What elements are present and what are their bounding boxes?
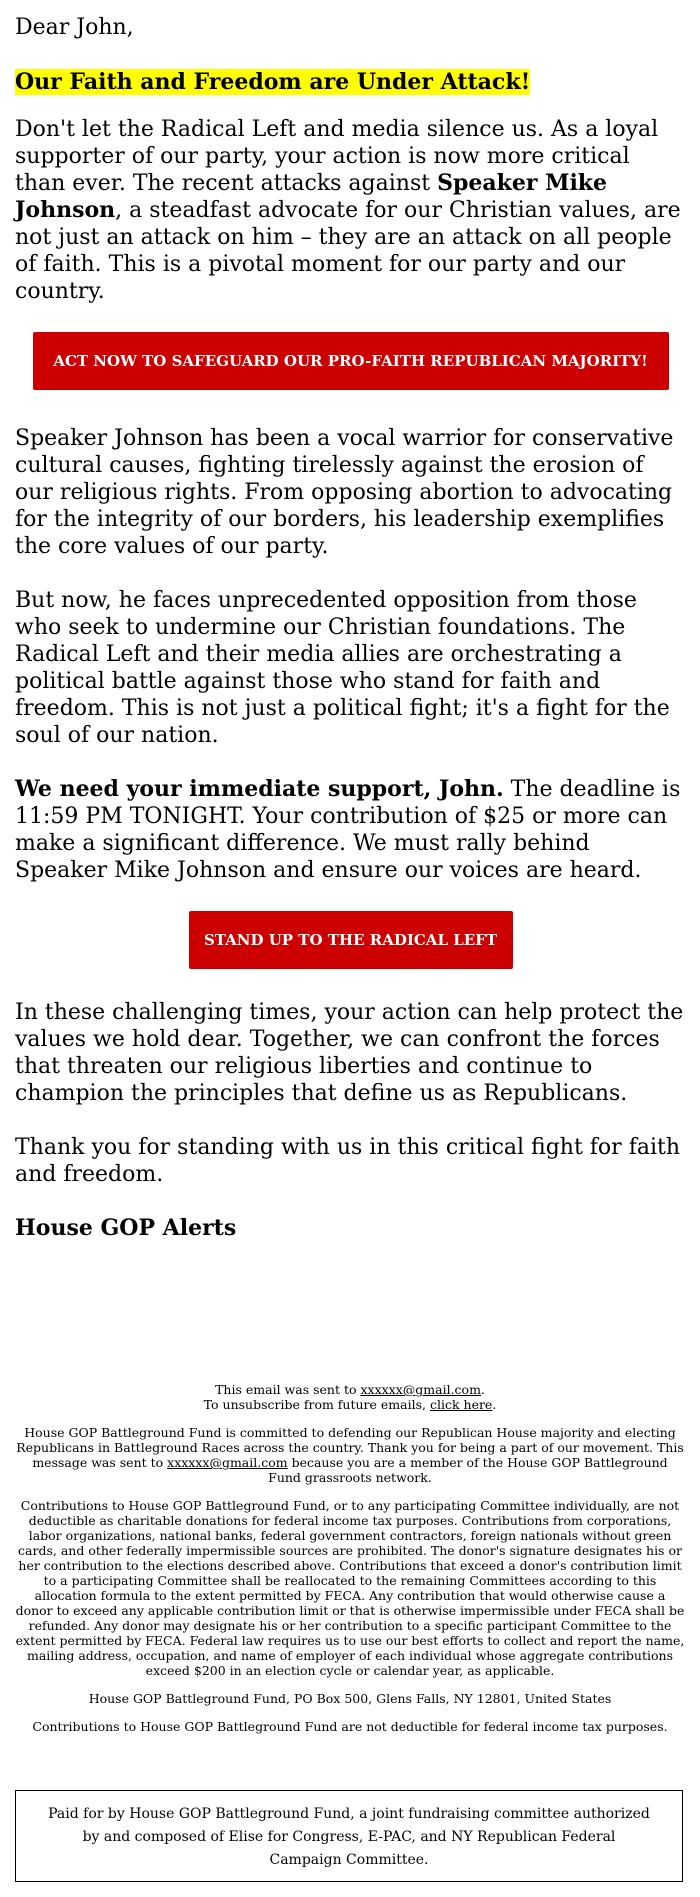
footer-about: House GOP Battleground Fund is committed to defending our Republican House majority and electing Republicans in Battleground Races across the country. Thank you for being a part of our movement. This message was sent to xxxxxx@gmail.com because you are a member of the House GOP Battleground Fund grassroots network.: [16, 1425, 684, 1485]
footer-address: House GOP Battleground Fund, PO Box 500, Glens Falls, NY 12801, United States: [88, 1691, 612, 1706]
paragraph-1: Don't let the Radical Left and media silence us. As a loyal supporter of our party, your action is now more critical than ever. The recent attacks against Speaker Mike Johnson, a steadfast advocate for our Christian values, are not just an attack on him – they are an attack on all people of faith. This is a pivotal moment for our party and our country.: [15, 117, 681, 304]
headline: [15, 69, 686, 96]
signature: House GOP Alerts: [15, 1215, 237, 1241]
support-callout: We need your immediate support, John.: [15, 776, 504, 802]
paragraph-2: Speaker Johnson has been a vocal warrior for conservative cultural causes, fighting tirelessly against the erosion of our religious rights. From opposing abortion to advocating for the integrity of our borders, his leadership exemplifies the core values of our party.: [15, 426, 674, 559]
cta-2-container: [15, 911, 686, 969]
cta-1-container: [15, 332, 686, 390]
footer-legal: Contributions to House GOP Battleground Fund, or to any participating Committee individually, are not deductible as charitable donations for federal income tax purposes. Contributions from corporations, labor organizations, national banks, federal government contractors, foreign nationals without green cards, and other federally impermissible sources are prohibited. The donor's signature designates his or her contribution to the elections described above. Contributions that exceed a donor's contribution limit to a participating Committee shall be reallocated to the remaining Committees according to this allocation formula to the extent permitted by FECA. Any contribution that would otherwise cause a donor to exceed any applicable contribution limit or that is otherwise impermissible under FECA shall be refunded. Any donor may designate his or her contribution to a specific participant Committee to the extent permitted by FECA. Federal law requires us to use our best efforts to collect and report the name, mailing address, occupation, and name of employer of each individual whose aggregate contributions exceed $200 in an election cycle or calendar year, as applicable.: [15, 1498, 685, 1678]
headline-text: Our Faith and Freedom are Under Attack!: [15, 69, 531, 95]
about-email-link[interactable]: xxxxxx@gmail.com: [167, 1455, 288, 1470]
unsubscribe-link[interactable]: click here: [429, 1397, 493, 1412]
footer-sent-to: This email was sent to xxxxxx@gmail.com. To unsubscribe from future emails, click here.: [203, 1382, 497, 1412]
speaker-name: Speaker Mike Johnson: [15, 170, 608, 223]
paragraph-3: But now, he faces unprecedented opposition from those who seek to undermine our Christian foundations. The Radical Left and their media allies are orchestrating a political battle against those who stand for faith and freedom. This is not just a political fight; it's a fight for the soul of our nation.: [15, 588, 670, 748]
paragraph-4: We need your immediate support, John. The deadline is 11:59 PM TONIGHT. Your contribution of $25 or more can make a significant difference. We must rally behind Speaker Mike Johnson and ensure our voices are heard.: [15, 776, 681, 883]
paragraph-6: Thank you for standing with us in this critical fight for faith and freedom.: [15, 1135, 680, 1187]
recipient-email-link[interactable]: xxxxxx@gmail.com: [360, 1382, 481, 1397]
footer-tax-note: Contributions to House GOP Battleground Fund are not deductible for federal income tax purposes.: [32, 1719, 668, 1734]
safeguard-majority-button[interactable]: ACT NOW TO SAFEGUARD OUR PRO-FAITH REPUBLICAN MAJORITY!: [33, 332, 669, 390]
footer: [15, 1382, 685, 1747]
paragraph-5: In these challenging times, your action can help protect the values we hold dear. Together, we can confront the forces that threaten our religious liberties and continue to champion the principles that define us as Republicans.: [15, 1000, 684, 1106]
paid-for-disclaimer: Paid for by House GOP Battleground Fund, a joint fundraising committee authorized by and composed of Elise for Congress, E-PAC, and NY Republican Federal Campaign Committee.: [15, 1790, 683, 1882]
stand-up-button[interactable]: STAND UP TO THE RADICAL LEFT: [189, 911, 513, 969]
greeting: Dear John,: [15, 15, 134, 40]
